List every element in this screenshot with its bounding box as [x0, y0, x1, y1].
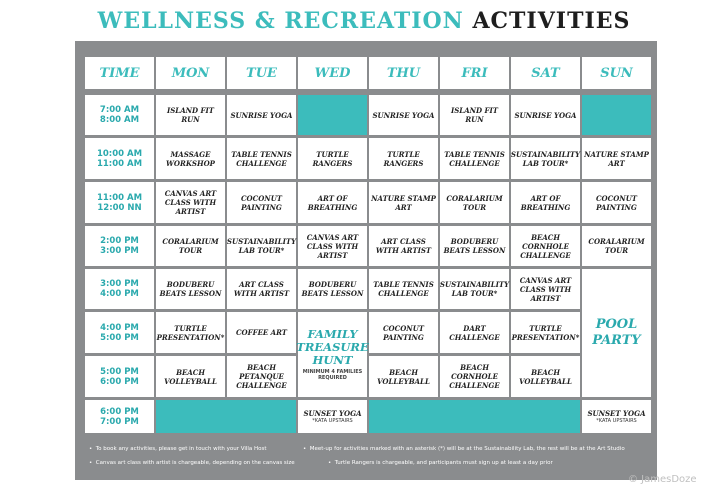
- empty-slot: [298, 95, 367, 135]
- header-mon: MON: [156, 57, 225, 89]
- activity-cell: BODUBERU BEATS LESSON: [156, 269, 225, 309]
- activity-cell: ISLAND FIT RUN: [156, 95, 225, 135]
- activity-cell: SUSTAINABILITY LAB TOUR*: [227, 226, 296, 266]
- header-wed: WED: [298, 57, 367, 89]
- activity-cell: CORALARIUM TOUR: [440, 182, 509, 223]
- time-slot: 4:00 PM 5:00 PM: [85, 312, 154, 353]
- activity-cell: BEACH VOLLEYBALL: [369, 356, 438, 397]
- time-slot: 10:00 AM 11:00 AM: [85, 138, 154, 179]
- activity-cell: ISLAND FIT RUN: [440, 95, 509, 135]
- header-sat: SAT: [511, 57, 580, 89]
- schedule-board: [75, 41, 657, 480]
- header-fri: FRI: [440, 57, 509, 89]
- sunset-yoga-label: SUNSET YOGA: [303, 409, 362, 418]
- footnote: • Meet-up for activities marked with an asterisk (*) will be at the Sustainability Lab, the rest will be at the Art Studio: [303, 446, 625, 452]
- activity-cell: SUSTAINABILITY LAB TOUR*: [440, 269, 509, 309]
- empty-slot: [369, 400, 580, 433]
- family-treasure-hunt-cell: [298, 312, 367, 397]
- sunset-yoga-cell: [298, 400, 367, 433]
- time-slot: 2:00 PM 3:00 PM: [85, 226, 154, 266]
- activity-cell: ART OF BREATHING: [511, 182, 580, 223]
- activity-cell: COCONUT PAINTING: [369, 312, 438, 353]
- activity-cell: NATURE STAMP ART: [582, 138, 651, 179]
- activity-cell: BEACH VOLLEYBALL: [156, 356, 225, 397]
- activity-cell: NATURE STAMP ART: [369, 182, 438, 223]
- activity-cell: SUSTAINABILITY LAB TOUR*: [511, 138, 580, 179]
- activity-cell: SUNRISE YOGA: [369, 95, 438, 135]
- activity-cell: CANVAS ART CLASS WITH ARTIST: [156, 182, 225, 223]
- kata-upstairs-note: *KATA UPSTAIRS: [596, 418, 637, 424]
- activity-cell: ART OF BREATHING: [298, 182, 367, 223]
- activity-cell: TURTLE RANGERS: [298, 138, 367, 179]
- pool-party-cell: POOL PARTY: [582, 269, 651, 397]
- activity-cell: TABLE TENNIS CHALLENGE: [227, 138, 296, 179]
- family-treasure-hunt-note: MINIMUM 4 FAMILIES REQUIRED: [302, 369, 363, 381]
- page-title: [0, 8, 728, 34]
- header-time: TIME: [85, 57, 154, 89]
- activity-cell: SUNRISE YOGA: [511, 95, 580, 135]
- activity-cell: CANVAS ART CLASS WITH ARTIST: [511, 269, 580, 309]
- activity-cell: DART CHALLENGE: [440, 312, 509, 353]
- activity-cell: TURTLE RANGERS: [369, 138, 438, 179]
- activity-cell: SUNRISE YOGA: [227, 95, 296, 135]
- activity-cell: COFFEE ART: [227, 312, 296, 353]
- kata-upstairs-note: *KATA UPSTAIRS: [312, 418, 353, 424]
- activity-cell: CANVAS ART CLASS WITH ARTIST: [298, 226, 367, 266]
- activity-cell: BEACH CORNHOLE CHALLENGE: [511, 226, 580, 266]
- time-slot: 11:00 AM 12:00 NN: [85, 182, 154, 223]
- footnote: • Canvas art class with artist is chargeable, depending on the canvas size: [89, 460, 295, 466]
- time-slot: 5:00 PM 6:00 PM: [85, 356, 154, 397]
- activity-cell: CORALARIUM TOUR: [156, 226, 225, 266]
- activity-cell: COCONUT PAINTING: [227, 182, 296, 223]
- activity-cell: BODUBERU BEATS LESSON: [298, 269, 367, 309]
- time-slot: 6:00 PM 7:00 PM: [85, 400, 154, 433]
- activity-cell: MASSAGE WORKSHOP: [156, 138, 225, 179]
- activity-cell: TURTLE PRESENTATION*: [156, 312, 225, 353]
- footnote: • To book any activities, please get in touch with your Villa Host: [89, 446, 267, 452]
- sunset-yoga-label: SUNSET YOGA: [587, 409, 646, 418]
- empty-slot: [156, 400, 296, 433]
- activity-cell: BEACH VOLLEYBALL: [511, 356, 580, 397]
- activity-cell: ART CLASS WITH ARTIST: [369, 226, 438, 266]
- header-sun: SUN: [582, 57, 651, 89]
- activity-cell: TABLE TENNIS CHALLENGE: [440, 138, 509, 179]
- title-part-2: ACTIVITIES: [472, 8, 631, 34]
- activity-cell: BODUBERU BEATS LESSON: [440, 226, 509, 266]
- watermark: © JamesDoze: [628, 474, 697, 485]
- footnotes: [75, 438, 657, 480]
- activity-cell: TURTLE PRESENTATION*: [511, 312, 580, 353]
- header-thu: THU: [369, 57, 438, 89]
- activity-cell: COCONUT PAINTING: [582, 182, 651, 223]
- time-slot: 7:00 AM 8:00 AM: [85, 95, 154, 135]
- empty-slot: [582, 95, 651, 135]
- activity-cell: CORALARIUM TOUR: [582, 226, 651, 266]
- activity-cell: BEACH PETANQUE CHALLENGE: [227, 356, 296, 397]
- time-slot: 3:00 PM 4:00 PM: [85, 269, 154, 309]
- activity-cell: ART CLASS WITH ARTIST: [227, 269, 296, 309]
- sunset-yoga-cell: [582, 400, 651, 433]
- header-tue: TUE: [227, 57, 296, 89]
- activity-cell: BEACH CORNHOLE CHALLENGE: [440, 356, 509, 397]
- activity-cell: TABLE TENNIS CHALLENGE: [369, 269, 438, 309]
- footnote: • Turtle Rangers is chargeable, and participants must sign up at least a day prior: [328, 460, 553, 466]
- family-treasure-hunt-label: FAMILY TREASURE HUNT: [296, 327, 369, 367]
- title-part-1: WELLNESS & RECREATION: [97, 8, 464, 34]
